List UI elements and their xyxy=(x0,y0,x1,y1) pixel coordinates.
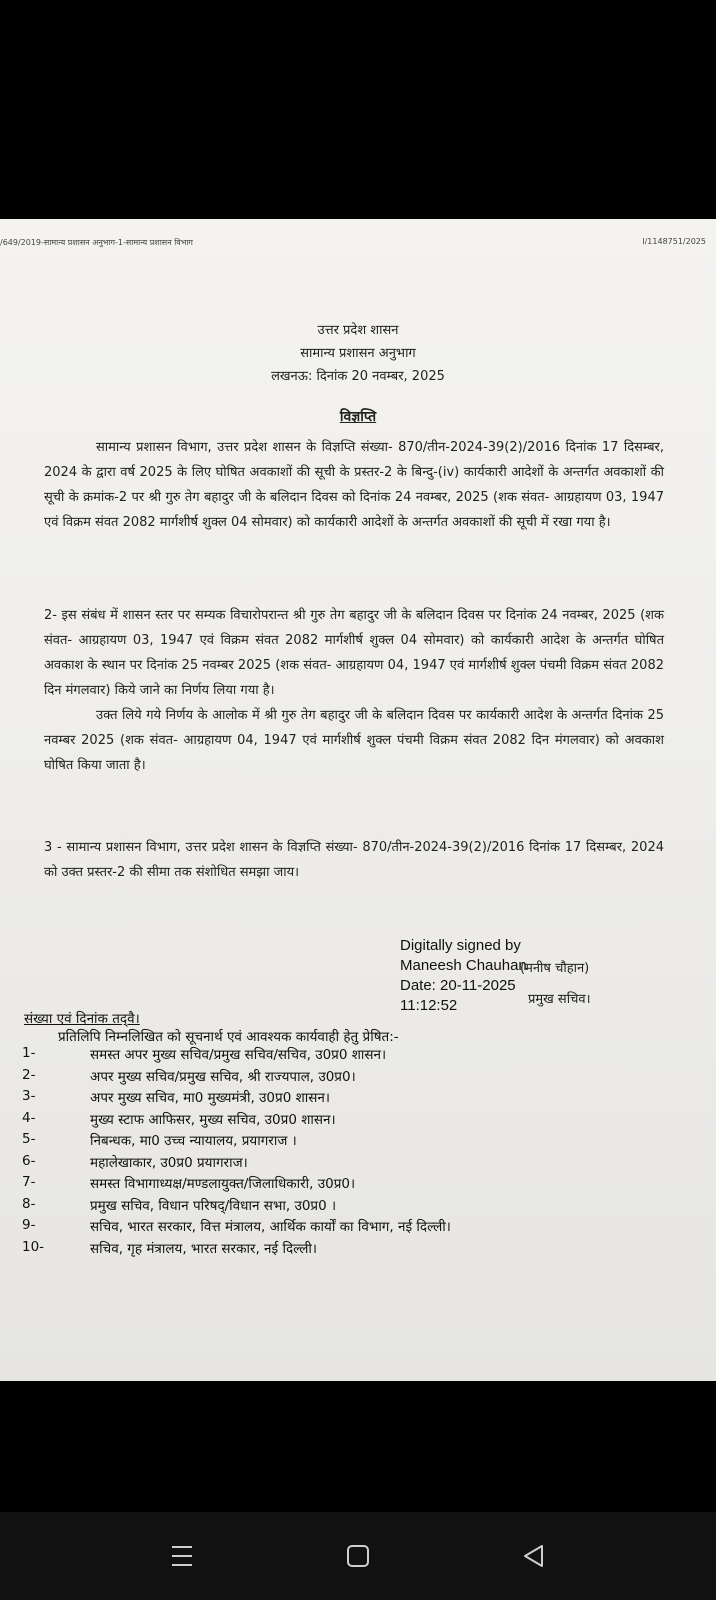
list-item-text: समस्त अपर मुख्य सचिव/प्रमुख सचिव/सचिव, उ0प्र0 शासन। xyxy=(90,1047,387,1063)
menu-icon[interactable] xyxy=(160,1534,204,1578)
back-triangle-icon[interactable] xyxy=(512,1534,556,1578)
header-line-date: लखनऊ: दिनांक 20 नवम्बर, 2025 xyxy=(271,369,445,384)
list-item-number: 5- xyxy=(22,1131,36,1147)
list-item-text: प्रमुख सचिव, विधान परिषद्/विधान सभा, उ0प्र0 । xyxy=(90,1197,337,1214)
home-square-icon[interactable] xyxy=(336,1534,380,1578)
list-item-number: 1- xyxy=(22,1045,36,1061)
list-item xyxy=(22,1239,702,1261)
list-item xyxy=(22,1110,702,1132)
paragraph-1 xyxy=(44,435,664,535)
file-reference-left: /649/2019-सामान्य प्रशासन अनुभाग-1-सामान्य प्रशासन विभाग xyxy=(0,238,193,247)
signatory-name: (मनीष चौहान) xyxy=(520,961,590,976)
list-item-text: सचिव, गृह मंत्रालय, भारत सरकार, नई दिल्ली। xyxy=(90,1240,317,1257)
recipients-list xyxy=(22,1045,702,1260)
list-item xyxy=(22,1153,702,1175)
list-item-number: 10- xyxy=(22,1238,45,1255)
list-item xyxy=(22,1045,702,1067)
file-reference-right: I/1148751/2025 xyxy=(642,237,706,246)
signature-line-1: Digitally signed by xyxy=(400,937,521,954)
memo-heading: संख्या एवं दिनांक तद्‌वै। xyxy=(24,1011,140,1027)
copy-intro: प्रतिलिपि निम्नलिखित को सूचनार्थ एवं आवश्यक कार्यवाही हेतु प्रेषित:- xyxy=(58,1029,399,1045)
list-item-number: 7- xyxy=(22,1174,36,1190)
paragraph-2-text: 2- इस संबंध में शासन स्तर पर सम्यक विचारोपरान्त श्री गुरु तेग बहादुर जी के बलिदान दिवस पर दिनांक 24 नवम्बर, 2025 (शक संवत- आग्रहायण 03, 1947 एवं विक्रम संवत 2082 मार्गशीर्ष शुक्ल 04 सोमवार) को कार्यकारी आदेश के अन्तर्गत घोषित अवकाश के स्थान पर दिनांक 25 नवम्बर 2025 (शक संवत- आग्रहायण 04, 1947 एवं मार्गशीर्ष शुक्ल पंचमी विक्रम संवत 2082 दिन मंगलवार) किये जाने का निर्णय लिया गया है। xyxy=(44,608,664,698)
paragraph-3 xyxy=(44,835,664,885)
list-item xyxy=(22,1131,702,1153)
paragraph-1-text: सामान्य प्रशासन विभाग, उत्तर प्रदेश शासन के विज्ञप्ति संख्या- 870/तीन-2024-39(2)/2016 दिनांक 17 दिसम्बर, 2024 के द्वारा वर्ष 2025 के लिए घोषित अवकाशों की सूची के प्रस्तर-2 के बिन्दु-(iv) कार्यकारी आदेशों के अन्तर्गत अवकाशों की सूची के क्रमांक-2 पर श्री गुरु तेग बहादुर जी के बलिदान दिवस को दिनांक 24 नवम्बर, 2025 (शक संवत- आग्रहायण 03, 1947 एवं विक्रम संवत 2082 मार्गशीर्ष शुक्ल 04 सोमवार) को कार्यकारी आदेशों के अन्तर्गत अवकाशों की सूची में रखा गया है। xyxy=(44,440,664,530)
paragraph-3-text: 3 - सामान्य प्रशासन विभाग, उत्तर प्रदेश शासन के विज्ञप्ति संख्या- 870/तीन-2024-39(2)/2016 दिनांक 17 दिसम्बर, 2024 को उक्त प्रस्तर-2 की सीमा तक संशोधित समझा जाय। xyxy=(44,840,664,880)
list-item-text: महालेखाकार, उ0प्र0 प्रयागराज। xyxy=(90,1154,248,1171)
page-title: विज्ञप्ति xyxy=(339,409,377,425)
list-item-text: सचिव, भारत सरकार, वित्त मंत्रालय, आर्थिक कार्यों का विभाग, नई दिल्ली। xyxy=(90,1219,451,1235)
list-item-number: 2- xyxy=(22,1066,36,1083)
list-item-text: समस्त विभागाध्यक्ष/मण्डलायुक्त/जिलाधिकारी, उ0प्र0। xyxy=(90,1176,356,1192)
signature-line-4: 11:12:52 xyxy=(400,997,458,1014)
list-item-number: 4- xyxy=(22,1109,36,1126)
list-item-number: 6- xyxy=(22,1152,36,1169)
list-item xyxy=(22,1088,702,1110)
list-item-text: मुख्य स्टाफ आफिसर, मुख्य सचिव, उ0प्र0 शासन। xyxy=(90,1111,336,1128)
list-item-number: 8- xyxy=(22,1195,36,1212)
header-line-govt: उत्तर प्रदेश शासन xyxy=(317,323,399,338)
header-line-section: सामान्य प्रशासन अनुभाग xyxy=(300,346,416,361)
list-item-text: अपर मुख्य सचिव/प्रमुख सचिव, श्री राज्यपाल, उ0प्र0। xyxy=(90,1068,356,1085)
system-navigation-bar xyxy=(0,1512,716,1600)
signature-line-2: Maneesh Chauhan xyxy=(400,957,527,974)
list-item xyxy=(22,1174,702,1196)
list-item-text: निबन्धक, मा0 उच्च न्यायालय, प्रयागराज । xyxy=(90,1133,297,1149)
list-item-number: 3- xyxy=(22,1088,36,1104)
document-page xyxy=(0,219,716,1381)
paragraph-2b-text: उक्त लिये गये निर्णय के आलोक में श्री गुरु तेग बहादुर जी के बलिदान दिवस पर कार्यकारी आदेश के अन्तर्गत दिनांक 25 नवम्बर 2025 (शक संवत- आग्रहायण 04, 1947 एवं मार्गशीर्ष शुक्ल पंचमी विक्रम संवत 2082 दिन मंगलवार) को अवकाश घोषित किया जाता है। xyxy=(44,708,664,773)
list-item-number: 9- xyxy=(22,1217,36,1233)
digital-signature-block xyxy=(400,936,527,1016)
signature-line-3: Date: 20-11-2025 xyxy=(400,977,516,994)
signatory-designation: प्रमुख सचिव। xyxy=(528,992,591,1007)
list-item-text: अपर मुख्य सचिव, मा0 मुख्यमंत्री, उ0प्र0 शासन। xyxy=(90,1090,330,1106)
list-item xyxy=(22,1217,702,1239)
paragraph-2 xyxy=(44,603,664,778)
list-item xyxy=(22,1196,702,1218)
list-item xyxy=(22,1067,702,1089)
